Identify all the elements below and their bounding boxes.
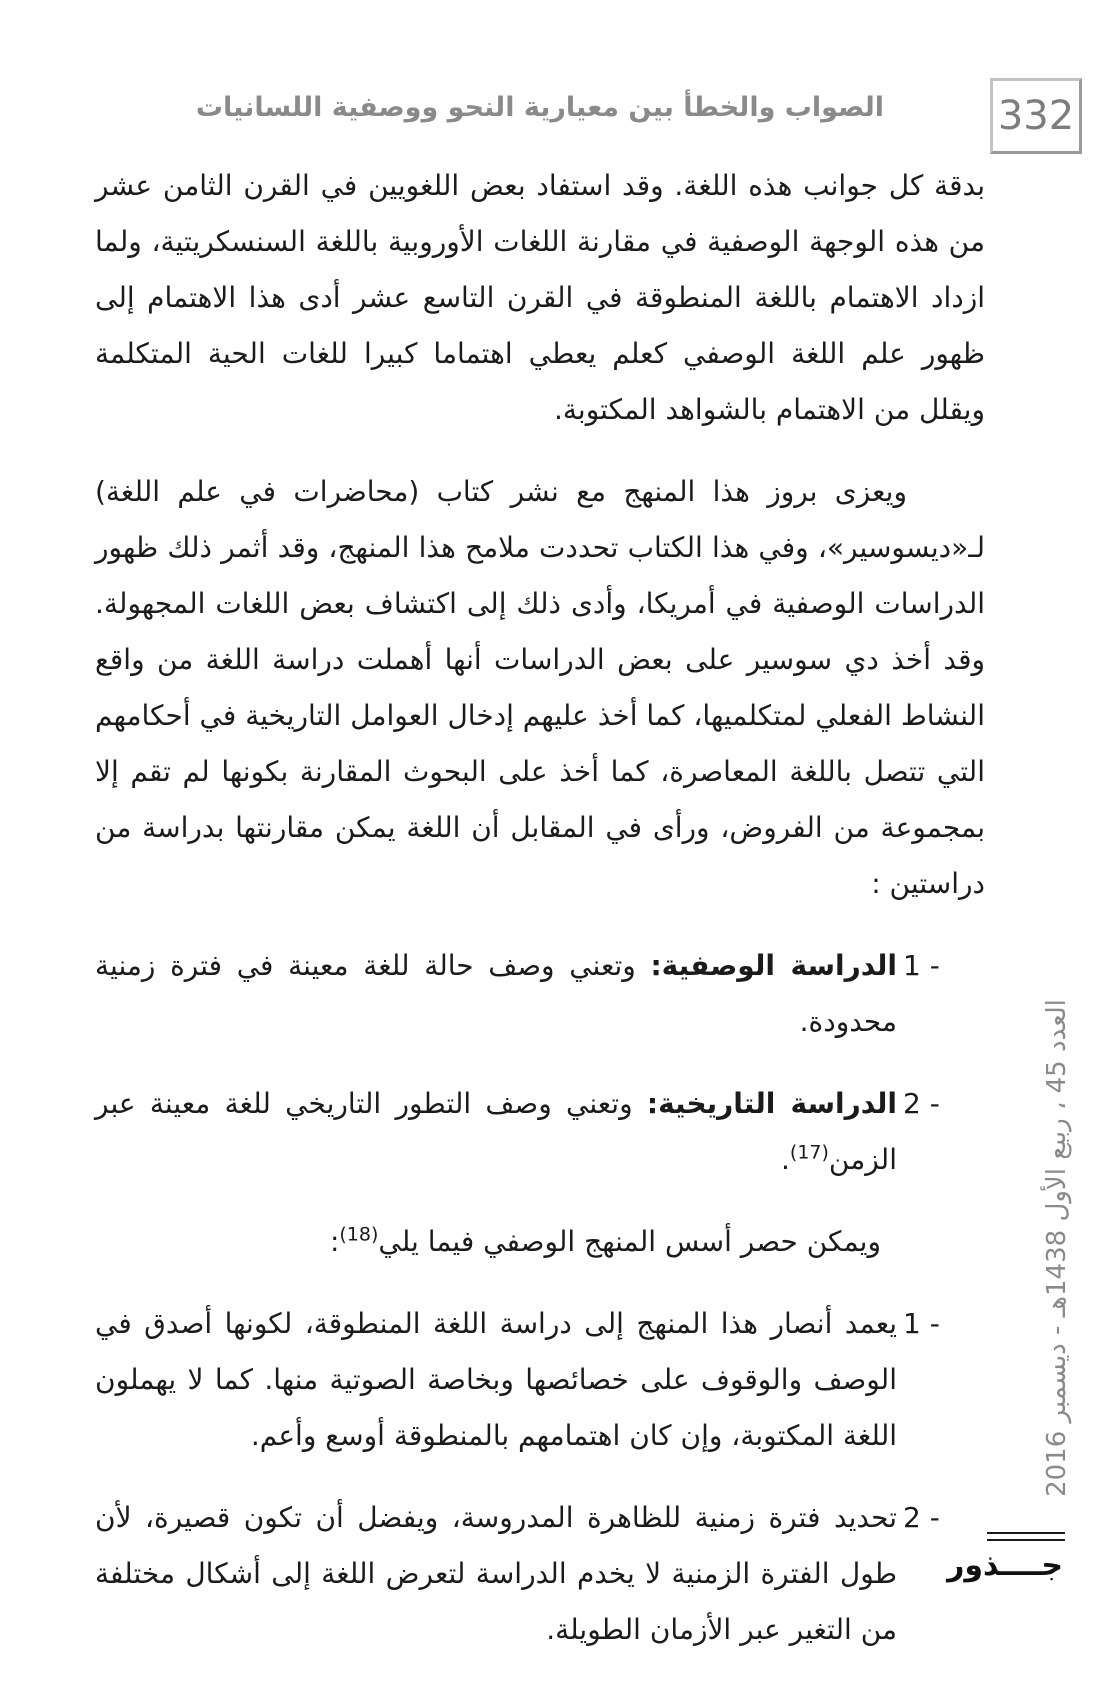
list-marker: 2 - — [903, 1087, 940, 1120]
principle-text: يعمد أنصار هذا المنهج إلى دراسة اللغة المنطوقة، لكونها أصدق في الوصف والوقوف على خصائصها وبخاصة الصوتية منها. كما لا يهملون اللغة المكتوبة، وإن كان اهتمامهم بالمنطوقة أوسع وأعم. — [95, 1307, 897, 1452]
body-text-column — [95, 158, 985, 1684]
paragraph: بدقة كل جوانب هذه اللغة. وقد استفاد بعض اللغويين في القرن الثامن عشر من هذه الوجهة الوصفية في مقارنة اللغات الأوروبية باللغة السنسكريتية، ولما ازداد الاهتمام باللغة المنطوقة في القرن التاسع عشر أدى هذا الاهتمام إلى ظهور علم اللغة الوصفي كعلم يعطي اهتماما كبيرا للغات الحية المتكلمة ويقلل من الاهتمام بالشواهد المكتوبة. — [95, 169, 985, 426]
issue-info-vertical-text: العدد 45 ، ربيع الأول 1438هـ - ديسمبر 2016 — [1042, 999, 1072, 1497]
page-title: الصواب والخطأ بين معيارية النحو ووصفية اللسانيات — [195, 92, 885, 123]
paragraph: ويعزى بروز هذا المنهج مع نشر كتاب (محاضرات في علم اللغة) لـ«ديسوسير»، وفي هذا الكتاب تحددت ملامح هذا المنهج، وقد أثمر ذلك ظهور الدراسات الوصفية في أمريكا، وأدى ذلك إلى اكتشاف بعض اللغات المجهولة. وقد أخذ دي سوسير على بعض الدراسات أنها أهملت دراسة اللغة من واقع النشاط الفعلي لمتكلميها، كما أخذ عليهم إدخال العوامل التاريخية في أحكامهم التي تتصل باللغة المعاصرة، كما أخذ على البحوث المقارنة بكونها لم تقم إلا بمجموعة من الفروض، ورأى في المقابل أن اللغة يمكن مقارنتها بدراسة من دراستين : — [95, 475, 985, 900]
journal-logo: جــــذور — [947, 1548, 1063, 1583]
paragraph-text: ويمكن حصر أسس المنهج الوصفي فيما يلي — [378, 1225, 881, 1258]
list-item-principle-1 — [95, 1296, 985, 1464]
list-marker: 2 - — [903, 1501, 940, 1534]
page-number-box — [990, 78, 1082, 154]
footer-double-rule — [987, 1532, 1065, 1541]
footnote-reference: (17) — [789, 1141, 829, 1164]
page-number: 332 — [997, 93, 1075, 139]
list-item-principle-2 — [95, 1490, 985, 1658]
definition-text: وتعني وصف التطور التاريخي للغة معينة عبر الزمن — [95, 1087, 897, 1176]
footnote-reference: (18) — [339, 1223, 379, 1246]
definition-text: وتعني وصف حالة للغة معينة في فترة زمنية محدودة. — [95, 949, 897, 1038]
paragraph-text-suffix: : — [329, 1225, 340, 1258]
principle-text: تحديد فترة زمنية للظاهرة المدروسة، ويفضل أن تكون قصيرة، لأن طول الفترة الزمنية لا يخدم الدراسة لتعرض اللغة إلى أشكال مختلفة من التغير عبر الأزمان الطويلة. — [95, 1501, 897, 1646]
issue-info-sidebar — [1035, 978, 1079, 1518]
paragraph — [95, 1214, 985, 1270]
list-item-definition-1 — [95, 938, 985, 1050]
definition-term: الدراسة الوصفية: — [650, 949, 898, 982]
list-item-definition-2 — [95, 1076, 985, 1188]
definition-text-suffix: . — [781, 1143, 790, 1176]
list-marker: 1 - — [903, 949, 940, 982]
list-marker: 1 - — [903, 1307, 940, 1340]
page-header — [95, 92, 985, 123]
definition-term: الدراسة التاريخية: — [646, 1087, 897, 1120]
